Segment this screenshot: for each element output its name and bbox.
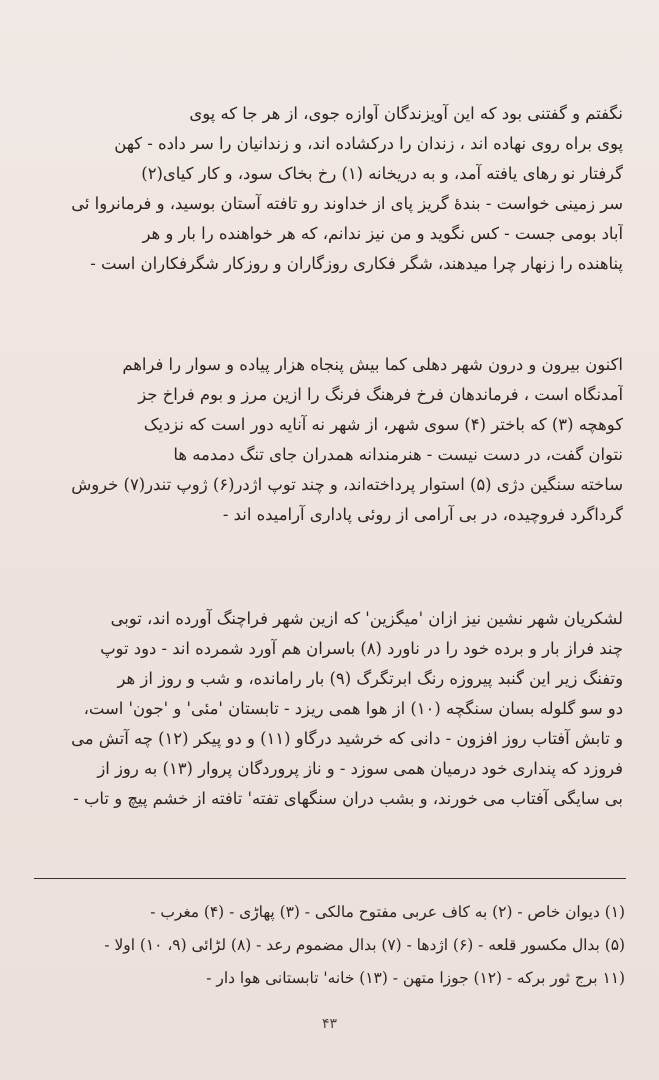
text-line: گرداگرد فروچیده، در بی آرامی از روئی پاداری آرامیده اند - bbox=[222, 505, 623, 524]
text-line: ساخته سنگین دژی (۵) استوار پرداخته‌اند، و چند توپ اژدر(۶) ژوپ تندر(۷) خروش bbox=[71, 475, 623, 494]
text-line: دو سو گلوله بسان سنگچه (۱۰) از هوا همی ریزد - تابستان 'مئی' و 'جون' است، bbox=[83, 699, 623, 718]
text-line: و تابش آفتاب روز افزون - دانی که خرشید درگاو (۱۱) و دو پیکر (۱۲) چه آتش می bbox=[71, 729, 623, 748]
paragraph-1 bbox=[38, 99, 623, 279]
text-line: بی سایگی آفتاب می خورند، و بشب دران سنگهای تفته' تافته از خشم پیچ و تاب - bbox=[73, 789, 623, 808]
text-line: چند فراز بار و برده خود را در ناورد (۸) باسران هم آورد شمرده اند - دود توپ bbox=[100, 639, 623, 658]
text-line: پوی براه روی نهاده اند ، زندان را درکشاده اند، و زندانیان را سر داده - کهن bbox=[114, 134, 623, 153]
text-line: نتوان گفت، در دست نیست - هنرمندانه همدران جای تنگ دمدمه ها bbox=[173, 445, 623, 464]
text-line: آمدنگاه است ، فرماندهان فرخ فرهنگ فرنگ را ازین مرز و بوم فراخ جز bbox=[138, 385, 623, 404]
paragraph-2 bbox=[38, 350, 623, 530]
text-line: نگفتم و گفتنی بود که این آویزندگان آوازه جوی، از هر جا که پوی bbox=[189, 104, 623, 123]
text-line: لشکریان شهر نشین نیز ازان 'میگزین' که ازین شهر فراچنگ آورده اند، توبی bbox=[110, 609, 623, 628]
footnote-divider bbox=[34, 878, 626, 879]
text-line: وتفنگ زیر این گنبد پیروزه رنگ ابرتگرگ (۹) بار رامانده، و شب و روز از هر bbox=[117, 669, 623, 688]
page-number: ۴۳ bbox=[321, 1016, 338, 1032]
text-line: پناهنده را زنهار چرا میدهند، شگر فکاری روزگاران و روزکار شگرفکاران است - bbox=[90, 254, 623, 273]
text-line: گرفتار نو رهای یافته آمد، و به دریخانه (۱) رخ بخاک سود، و کار کیای(۲) bbox=[141, 164, 623, 183]
text-line: فروزد که پنداری خود درمیان همی سوزد - و ناز پروردگان پروار (۱۳) به روز از bbox=[97, 759, 623, 778]
text-line: کوهچه (۳) که باختر (۴) سوی شهر، از شهر نه آنایه دور است که نزدیک bbox=[143, 415, 623, 434]
paragraph-3 bbox=[38, 604, 623, 814]
footnotes bbox=[40, 896, 625, 995]
footnote-line: (۵) بدال مکسور قلعه - (۶) اژدها - (۷) بدال مضموم رعد - (۸) لڑائی (۹، ۱۰) اولا - bbox=[104, 936, 625, 954]
text-line: آباد بومی جست - کس نگوید و من نیز ندانم، که هر خواهنده را بار و هر bbox=[142, 224, 623, 243]
footnote-line: (۱۱ برج ثور برکه - (۱۲) جوزا متهن - (۱۳) خانه' تابستانی هوا دار - bbox=[206, 969, 625, 987]
footnote-line: (۱) دیوان خاص - (۲) به کاف عربی مفتوح مالکی - (۳) پهاڑی - (۴) مغرب - bbox=[150, 903, 625, 921]
text-line: اکنون بیرون و درون شهر دهلی کما بیش پنجاه هزار پیاده و سوار را فراهم bbox=[122, 355, 623, 374]
text-line: سر زمینی خواست - بندهٔ گریز پای از خداوند رو تافته آستان بوسید، و فرمانروا ئی bbox=[71, 194, 623, 213]
